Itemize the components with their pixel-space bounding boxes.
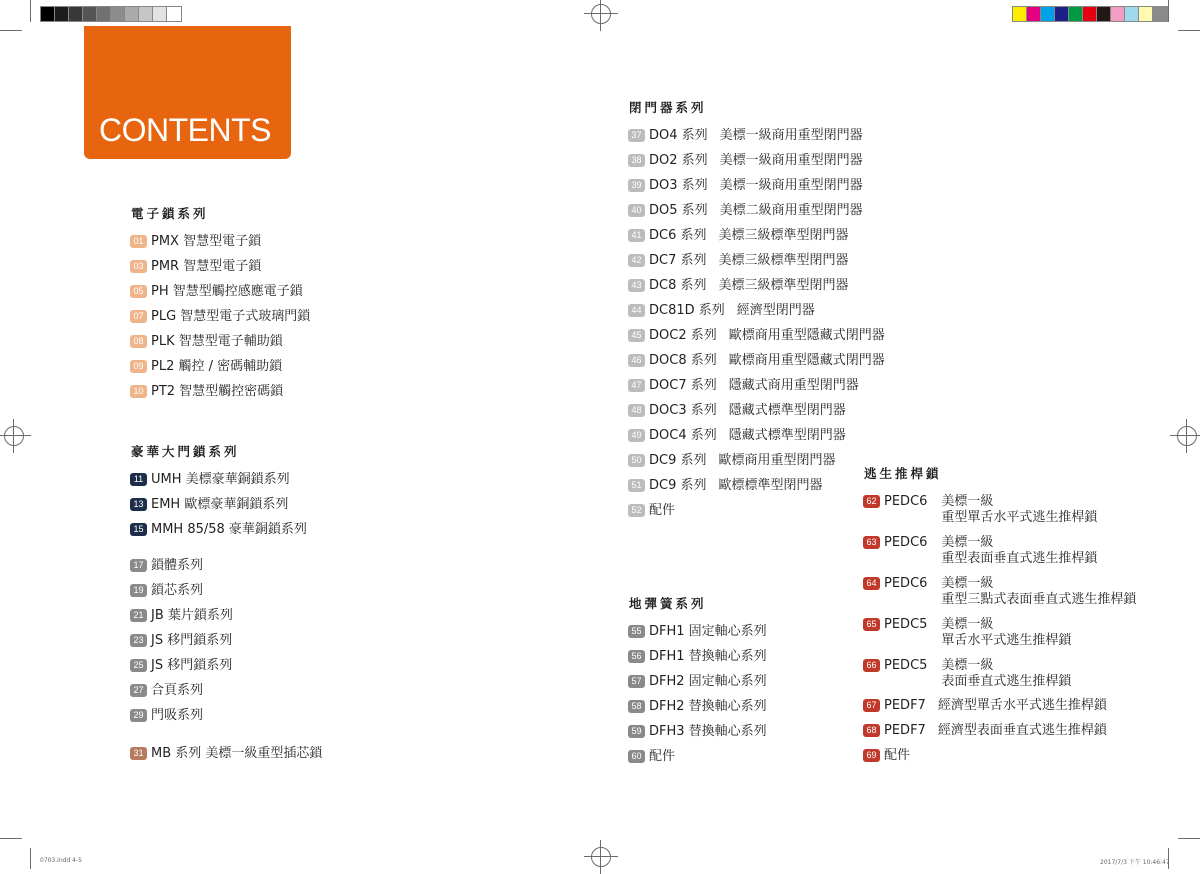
toc-item[interactable] [130,708,203,724]
toc-item-label: JB 葉片鎖系列 [151,608,233,623]
toc-item-label: DFH1 固定軸心系列 [649,624,767,639]
toc-item[interactable] [628,403,846,419]
toc-item-label: PH 智慧型觸控感應電子鎖 [151,284,303,299]
page-number-badge: 05 [130,285,147,298]
section-title: 電子鎖系列 [131,206,209,221]
toc-item-label: JS 移門鎖系列 [151,658,233,673]
toc-item-model: DOC8 系列 [649,353,717,368]
toc-item-model: PEDC6 [884,535,928,550]
toc-item[interactable] [130,522,307,538]
page-number-badge: 09 [130,360,147,373]
toc-item-description [941,494,1097,526]
description-line-1: 美標一級 [941,576,994,591]
page-number-badge: 15 [130,523,147,536]
page-number-badge: 67 [863,699,880,712]
page-number-badge: 10 [130,385,147,398]
toc-item[interactable] [863,698,1107,714]
toc-item[interactable] [130,334,283,350]
crop-mark [1178,30,1200,31]
toc-item[interactable] [863,748,910,764]
toc-item-description [941,617,1071,649]
toc-item[interactable] [628,478,823,494]
page-number-badge: 65 [863,618,880,631]
toc-item-label: 門吸系列 [151,708,204,723]
toc-item-label: DFH3 替換軸心系列 [649,724,767,739]
toc-item[interactable] [628,278,849,294]
section-title: 豪華大門鎖系列 [131,444,240,459]
page-number-badge: 40 [628,204,645,217]
toc-item[interactable] [130,384,283,400]
page-number-badge: 11 [130,473,147,486]
page-number-badge: 51 [628,479,645,492]
toc-item[interactable] [628,328,885,344]
toc-item-model: 配件 [884,748,911,763]
description-line-2: 重型單舌水平式逃生推桿鎖 [941,510,1098,525]
page-number-badge: 44 [628,304,645,317]
color-bar [1012,6,1168,22]
page-number-badge: 29 [130,709,147,722]
registration-mark-right [1177,426,1197,446]
toc-item-label: 合頁系列 [151,683,204,698]
page-number-badge: 63 [863,536,880,549]
page-number-badge: 66 [863,659,880,672]
toc-item-label: JS 移門鎖系列 [151,633,233,648]
toc-item-description: 歐標商用重型隱藏式閉門器 [728,328,885,343]
toc-item-label: PLK 智慧型電子輔助鎖 [151,334,283,349]
toc-item[interactable] [628,428,846,444]
page-number-badge: 21 [130,609,147,622]
page-number-badge: 57 [628,675,645,688]
toc-item[interactable] [130,608,233,624]
toc-item-description: 經濟型單舌水平式逃生推桿鎖 [937,698,1107,713]
toc-item[interactable] [628,674,767,690]
toc-item-description [941,576,1136,608]
toc-item-description: 美標三級標準型閉門器 [718,278,849,293]
page-number-badge: 39 [628,179,645,192]
toc-item-model: DC9 系列 [649,453,707,468]
page-number-badge: 27 [130,684,147,697]
toc-item-model: DC81D 系列 [649,303,725,318]
toc-item-model: PEDC5 [884,658,928,673]
grayscale-bar [40,6,182,22]
toc-item[interactable] [628,624,767,640]
toc-item-model: PEDF7 [884,698,926,713]
footer-timestamp: 2017/7/3 下午 10:46:47 [1100,859,1170,866]
section-title: 逃生推桿鎖 [864,466,942,481]
toc-item[interactable] [628,453,836,469]
page-number-badge: 46 [628,354,645,367]
page-number-badge: 56 [628,650,645,663]
toc-item-description: 美標三級標準型閉門器 [718,228,849,243]
toc-item-description [941,658,1071,690]
toc-item-description: 歐標標準型閉門器 [718,478,823,493]
section-title: 閉門器系列 [629,100,707,115]
toc-item-label: DFH2 固定軸心系列 [649,674,767,689]
toc-item-label: 配件 [649,749,676,764]
toc-item-description: 隱藏式標準型閉門器 [728,403,846,418]
toc-item[interactable] [130,259,261,275]
page-number-badge: 60 [628,750,645,763]
page-number-badge: 17 [130,559,147,572]
toc-item-model: PEDF7 [884,723,926,738]
toc-item-model: DO5 系列 [649,203,708,218]
toc-item[interactable] [628,378,859,394]
toc-item[interactable] [130,633,232,649]
toc-item-model: DOC4 系列 [649,428,717,443]
page-number-badge: 50 [628,454,645,467]
description-line-2: 重型表面垂直式逃生推桿鎖 [941,551,1098,566]
toc-item[interactable] [628,649,767,665]
toc-item[interactable] [628,724,767,740]
toc-item-model: PEDC6 [884,576,928,591]
toc-item[interactable] [130,497,288,513]
page-number-badge: 55 [628,625,645,638]
section-title: 地彈簧系列 [629,596,707,611]
toc-item-model: DO3 系列 [649,178,708,193]
page-number-badge: 19 [130,584,147,597]
crop-mark [1178,838,1200,839]
toc-item-label: 鎖芯系列 [151,583,204,598]
toc-item[interactable] [863,658,1071,690]
toc-item-description: 隱藏式標準型閉門器 [728,428,846,443]
page-number-badge: 42 [628,254,645,267]
toc-item-label: MB 系列 美標一級重型插芯鎖 [151,746,323,761]
toc-item-model: DC7 系列 [649,253,707,268]
toc-item[interactable] [130,359,282,375]
toc-item-label: PLG 智慧型電子式玻璃門鎖 [151,309,311,324]
toc-item-description: 美標一級商用重型閉門器 [719,153,863,168]
toc-item-label: PT2 智慧型觸控密碼鎖 [151,384,284,399]
description-line-1: 美標一級 [941,535,994,550]
description-line-1: 美標一級 [941,617,994,632]
crop-mark [30,0,31,22]
toc-item-label: PL2 觸控 / 密碼輔助鎖 [151,359,283,374]
toc-item[interactable] [130,583,203,599]
toc-item[interactable] [628,749,675,765]
toc-item-label: EMH 歐標豪華銅鎖系列 [151,497,289,512]
toc-item[interactable] [628,503,675,519]
toc-item-model: DC8 系列 [649,278,707,293]
footer-file-info: 0703.indd 4-5 [40,857,82,864]
page-number-badge: 38 [628,154,645,167]
toc-item-label: PMR 智慧型電子鎖 [151,259,262,274]
crop-mark [30,848,31,869]
toc-item-label: PMX 智慧型電子鎖 [151,234,262,249]
page-number-badge: 01 [130,235,147,248]
toc-item-description: 隱藏式商用重型閉門器 [728,378,859,393]
page-number-badge: 48 [628,404,645,417]
description-line-1: 美標一級 [941,494,994,509]
toc-item[interactable] [628,203,863,219]
toc-item-model: DC9 系列 [649,478,707,493]
toc-item-label: DFH1 替換軸心系列 [649,649,767,664]
page-number-badge: 41 [628,229,645,242]
page-number-badge: 23 [130,634,147,647]
page-number-badge: 07 [130,310,147,323]
page-number-badge: 08 [130,335,147,348]
crop-mark [0,30,22,31]
toc-item-description: 美標三級標準型閉門器 [718,253,849,268]
description-line-2: 表面垂直式逃生推桿鎖 [941,674,1072,689]
toc-item[interactable] [863,576,1136,608]
page-number-badge: 13 [130,498,147,511]
toc-item-model: DC6 系列 [649,228,707,243]
toc-item[interactable] [628,178,863,194]
description-line-2: 重型三點式表面垂直式逃生推桿鎖 [941,592,1137,607]
toc-item[interactable] [628,228,849,244]
toc-item-model: DOC3 系列 [649,403,717,418]
toc-item[interactable] [628,353,885,369]
toc-item-label: MMH 85/58 豪華銅鎖系列 [151,522,307,537]
page-number-badge: 03 [130,260,147,273]
page-number-badge: 58 [628,700,645,713]
toc-item-description: 美標二級商用重型閉門器 [719,203,863,218]
page-number-badge: 49 [628,429,645,442]
description-line-2: 單舌水平式逃生推桿鎖 [941,633,1072,648]
toc-item-description: 經濟型閉門器 [736,303,815,318]
toc-item[interactable] [130,746,322,762]
toc-item[interactable] [130,558,203,574]
page-number-badge: 43 [628,279,645,292]
toc-item[interactable] [130,683,203,699]
crop-mark [1168,0,1169,22]
toc-item[interactable] [863,723,1107,739]
toc-item-label: 鎖體系列 [151,558,204,573]
toc-item-model: DOC2 系列 [649,328,717,343]
toc-item[interactable] [130,234,261,250]
page-number-badge: 68 [863,724,880,737]
toc-item-description [941,535,1097,567]
page-number-badge: 25 [130,659,147,672]
page-number-badge: 52 [628,504,645,517]
toc-item[interactable] [628,253,849,269]
toc-item-model: 配件 [649,503,676,518]
toc-item-model: PEDC6 [884,494,928,509]
toc-item-model: DOC7 系列 [649,378,717,393]
page-number-badge: 45 [628,329,645,342]
toc-item[interactable] [628,303,815,319]
description-line-1: 美標一級 [941,658,994,673]
toc-item[interactable] [130,284,303,300]
toc-item-description: 美標一級商用重型閉門器 [719,178,863,193]
page-number-badge: 64 [863,577,880,590]
toc-item-model: DO2 系列 [649,153,708,168]
registration-mark-top [591,4,611,24]
toc-item[interactable] [130,658,232,674]
toc-item[interactable] [863,494,1097,526]
page-number-badge: 69 [863,749,880,762]
page-number-badge: 62 [863,495,880,508]
registration-mark-left [4,426,24,446]
toc-item[interactable] [628,699,767,715]
page-number-badge: 37 [628,129,645,142]
toc-item[interactable] [863,535,1097,567]
toc-item-description: 歐標商用重型閉門器 [718,453,836,468]
toc-item-model: PEDC5 [884,617,928,632]
toc-item[interactable] [628,153,863,169]
page-number-badge: 59 [628,725,645,738]
toc-item-model: DO4 系列 [649,128,708,143]
toc-item[interactable] [628,128,863,144]
toc-item[interactable] [130,472,290,488]
crop-mark [0,838,22,839]
toc-item[interactable] [130,309,310,325]
page-number-badge: 31 [130,747,147,760]
contents-title: CONTENTS [99,112,271,148]
toc-item-label: DFH2 替換軸心系列 [649,699,767,714]
toc-item-description: 歐標商用重型隱藏式閉門器 [728,353,885,368]
registration-mark-bottom [591,847,611,867]
toc-item[interactable] [863,617,1071,649]
toc-item-description: 美標一級商用重型閉門器 [719,128,863,143]
page-number-badge: 47 [628,379,645,392]
toc-item-label: UMH 美標豪華銅鎖系列 [151,472,290,487]
toc-item-description: 經濟型表面垂直式逃生推桿鎖 [937,723,1107,738]
